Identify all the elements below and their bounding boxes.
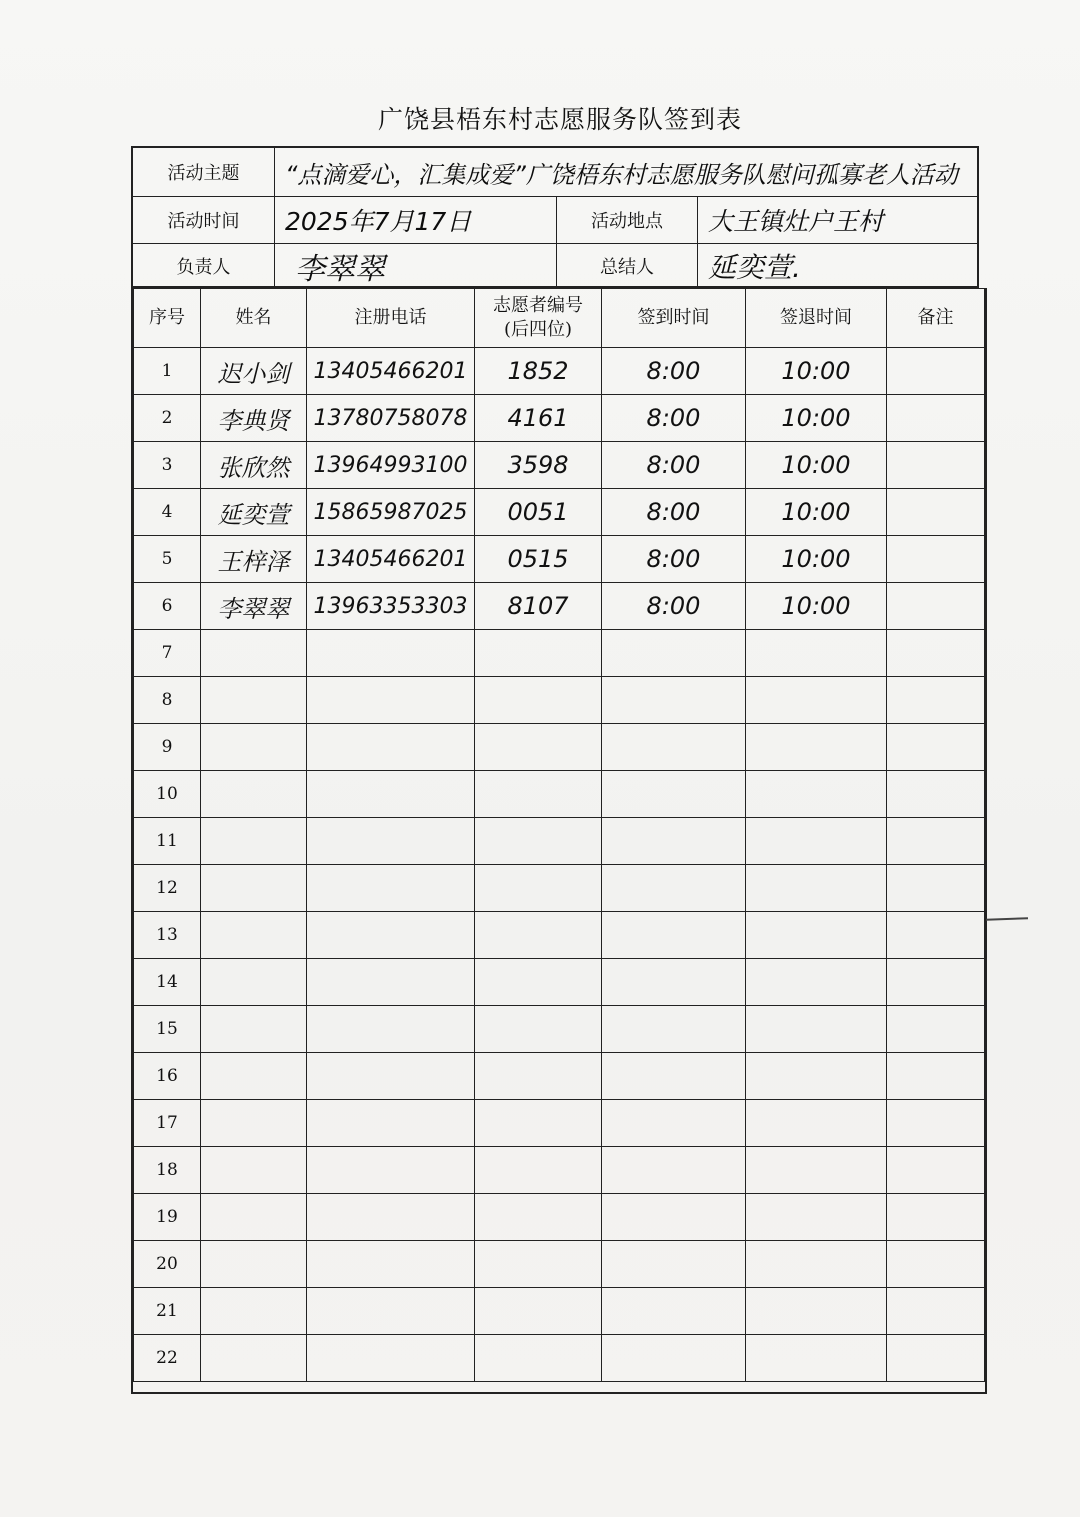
cell-serial: 7 bbox=[134, 630, 201, 677]
cell-name bbox=[201, 771, 307, 818]
cell-remarks bbox=[887, 1053, 985, 1100]
cell-volunteer-id bbox=[475, 1335, 602, 1382]
summary-label: 总结人 bbox=[556, 243, 697, 288]
cell-volunteer-id bbox=[475, 912, 602, 959]
cell-sign-in-time bbox=[602, 1053, 746, 1100]
summary-value: 延奕萱. bbox=[697, 243, 977, 288]
cell-serial: 2 bbox=[134, 395, 201, 442]
cell-name bbox=[201, 1241, 307, 1288]
cell-remarks bbox=[887, 395, 985, 442]
cell-sign-out-time bbox=[746, 959, 887, 1006]
cell-name bbox=[201, 1194, 307, 1241]
table-row bbox=[134, 395, 985, 442]
cell-name bbox=[201, 1288, 307, 1335]
cell-name: 迟小剑 bbox=[201, 348, 307, 395]
table-row bbox=[134, 1335, 985, 1382]
cell-phone bbox=[307, 1147, 475, 1194]
cell-sign-in-time: 8:00 bbox=[602, 348, 746, 395]
cell-sign-in-time: 8:00 bbox=[602, 583, 746, 630]
cell-sign-out-time bbox=[746, 818, 887, 865]
cell-volunteer-id bbox=[475, 959, 602, 1006]
cell-phone bbox=[307, 1006, 475, 1053]
cell-phone: 13964993100 bbox=[307, 442, 475, 489]
cell-volunteer-id bbox=[475, 724, 602, 771]
cell-volunteer-id: 8107 bbox=[475, 583, 602, 630]
cell-serial: 18 bbox=[134, 1147, 201, 1194]
cell-serial: 3 bbox=[134, 442, 201, 489]
cell-phone: 15865987025 bbox=[307, 489, 475, 536]
cell-sign-in-time bbox=[602, 630, 746, 677]
theme-value: “点滴爱心，汇集成爱”广饶梧东村志愿服务队慰问孤寡老人活动 bbox=[274, 148, 977, 196]
cell-sign-out-time: 10:00 bbox=[746, 583, 887, 630]
table-row bbox=[134, 1288, 985, 1335]
cell-serial: 6 bbox=[134, 583, 201, 630]
cell-sign-in-time bbox=[602, 818, 746, 865]
cell-sign-out-time bbox=[746, 865, 887, 912]
cell-phone bbox=[307, 630, 475, 677]
leader-label: 负责人 bbox=[176, 256, 231, 278]
cell-volunteer-id bbox=[475, 1241, 602, 1288]
cell-serial: 21 bbox=[134, 1288, 201, 1335]
cell-sign-in-time bbox=[602, 1100, 746, 1147]
cell-sign-in-time: 8:00 bbox=[602, 489, 746, 536]
cell-phone: 13963353303 bbox=[307, 583, 475, 630]
table-row bbox=[134, 677, 985, 724]
header-volunteer-id-line2: (后四位) bbox=[503, 319, 573, 340]
cell-sign-out-time bbox=[746, 1147, 887, 1194]
cell-phone bbox=[307, 865, 475, 912]
cell-remarks bbox=[887, 1288, 985, 1335]
cell-sign-out-time bbox=[746, 724, 887, 771]
cell-sign-in-time bbox=[602, 865, 746, 912]
cell-remarks bbox=[887, 771, 985, 818]
cell-phone bbox=[307, 1194, 475, 1241]
cell-volunteer-id bbox=[475, 1100, 602, 1147]
cell-name bbox=[201, 1100, 307, 1147]
cell-sign-in-time bbox=[602, 1335, 746, 1382]
cell-phone: 13780758078 bbox=[307, 395, 475, 442]
table-row bbox=[134, 583, 985, 630]
cell-sign-out-time bbox=[746, 630, 887, 677]
cell-remarks bbox=[887, 1100, 985, 1147]
cell-name: 李翠翠 bbox=[201, 583, 307, 630]
table-row bbox=[134, 1241, 985, 1288]
cell-volunteer-id bbox=[475, 677, 602, 724]
cell-phone bbox=[307, 1288, 475, 1335]
cell-remarks bbox=[887, 1006, 985, 1053]
cell-remarks bbox=[887, 959, 985, 1006]
cell-sign-in-time bbox=[602, 677, 746, 724]
leader-row bbox=[133, 243, 977, 288]
cell-name bbox=[201, 1147, 307, 1194]
table-row bbox=[134, 536, 985, 583]
cell-phone: 13405466201 bbox=[307, 348, 475, 395]
cell-remarks bbox=[887, 348, 985, 395]
cell-serial: 15 bbox=[134, 1006, 201, 1053]
header-sign-in-time: 签到时间 bbox=[602, 289, 746, 348]
cell-sign-in-time: 8:00 bbox=[602, 536, 746, 583]
cell-name: 延奕萱 bbox=[201, 489, 307, 536]
cell-remarks bbox=[887, 1241, 985, 1288]
cell-phone: 13405466201 bbox=[307, 536, 475, 583]
cell-phone bbox=[307, 724, 475, 771]
cell-phone bbox=[307, 1100, 475, 1147]
place-value: 大王镇灶户王村 bbox=[697, 196, 977, 243]
cell-sign-in-time bbox=[602, 959, 746, 1006]
cell-serial: 1 bbox=[134, 348, 201, 395]
cell-phone bbox=[307, 677, 475, 724]
cell-phone bbox=[307, 1335, 475, 1382]
cell-volunteer-id: 4161 bbox=[475, 395, 602, 442]
cell-serial: 20 bbox=[134, 1241, 201, 1288]
cell-sign-out-time: 10:00 bbox=[746, 489, 887, 536]
table-row bbox=[134, 865, 985, 912]
cell-phone bbox=[307, 1241, 475, 1288]
cell-volunteer-id bbox=[475, 771, 602, 818]
cell-sign-out-time bbox=[746, 771, 887, 818]
theme-row bbox=[133, 148, 977, 197]
cell-sign-out-time: 10:00 bbox=[746, 442, 887, 489]
cell-sign-in-time bbox=[602, 1288, 746, 1335]
place-label: 活动地点 bbox=[556, 196, 697, 243]
cell-remarks bbox=[887, 630, 985, 677]
cell-remarks bbox=[887, 583, 985, 630]
cell-volunteer-id: 0051 bbox=[475, 489, 602, 536]
cell-name bbox=[201, 724, 307, 771]
cell-volunteer-id bbox=[475, 818, 602, 865]
cell-serial: 9 bbox=[134, 724, 201, 771]
cell-remarks bbox=[887, 1147, 985, 1194]
cell-name bbox=[201, 818, 307, 865]
cell-volunteer-id: 1852 bbox=[475, 348, 602, 395]
sign-in-table bbox=[131, 288, 987, 1394]
cell-name: 张欣然 bbox=[201, 442, 307, 489]
cell-sign-in-time bbox=[602, 1194, 746, 1241]
cell-sign-in-time bbox=[602, 912, 746, 959]
cell-phone bbox=[307, 818, 475, 865]
cell-phone bbox=[307, 959, 475, 1006]
cell-sign-out-time bbox=[746, 1335, 887, 1382]
cell-remarks bbox=[887, 1194, 985, 1241]
cell-remarks bbox=[887, 912, 985, 959]
cell-name bbox=[201, 1335, 307, 1382]
cell-serial: 10 bbox=[134, 771, 201, 818]
cell-serial: 14 bbox=[134, 959, 201, 1006]
cell-sign-out-time bbox=[746, 677, 887, 724]
header-phone: 注册电话 bbox=[307, 289, 475, 348]
cell-remarks bbox=[887, 536, 985, 583]
activity-info-table bbox=[131, 146, 979, 288]
cell-serial: 17 bbox=[134, 1100, 201, 1147]
cell-remarks bbox=[887, 677, 985, 724]
table-row bbox=[134, 1100, 985, 1147]
cell-name bbox=[201, 959, 307, 1006]
header-serial: 序号 bbox=[134, 289, 201, 348]
cell-sign-out-time bbox=[746, 912, 887, 959]
table-row bbox=[134, 442, 985, 489]
header-remarks: 备注 bbox=[887, 289, 985, 348]
table-row bbox=[134, 489, 985, 536]
table-row bbox=[134, 630, 985, 677]
cell-name bbox=[201, 1053, 307, 1100]
table-row bbox=[134, 1053, 985, 1100]
cell-volunteer-id bbox=[475, 630, 602, 677]
cell-sign-out-time bbox=[746, 1194, 887, 1241]
cell-volunteer-id bbox=[475, 1006, 602, 1053]
cell-serial: 12 bbox=[134, 865, 201, 912]
table-row bbox=[134, 1147, 985, 1194]
cell-serial: 13 bbox=[134, 912, 201, 959]
cell-sign-out-time bbox=[746, 1100, 887, 1147]
cell-remarks bbox=[887, 724, 985, 771]
cell-sign-out-time bbox=[746, 1006, 887, 1053]
cell-phone bbox=[307, 771, 475, 818]
header-volunteer-id bbox=[475, 289, 602, 348]
cell-volunteer-id bbox=[475, 1288, 602, 1335]
cell-phone bbox=[307, 1053, 475, 1100]
cell-sign-out-time bbox=[746, 1053, 887, 1100]
cell-name bbox=[201, 912, 307, 959]
cell-volunteer-id bbox=[475, 1194, 602, 1241]
cell-remarks bbox=[887, 865, 985, 912]
cell-serial: 19 bbox=[134, 1194, 201, 1241]
table-row bbox=[134, 348, 985, 395]
cell-serial: 11 bbox=[134, 818, 201, 865]
leader-value: 李翠翠 bbox=[274, 243, 556, 288]
cell-serial: 4 bbox=[134, 489, 201, 536]
page-title: 广饶县梧东村志愿服务队签到表 bbox=[377, 105, 742, 134]
cell-name bbox=[201, 865, 307, 912]
cell-serial: 22 bbox=[134, 1335, 201, 1382]
cell-sign-in-time: 8:00 bbox=[602, 442, 746, 489]
stray-pen-mark bbox=[986, 917, 1028, 920]
table-header-row bbox=[134, 289, 985, 348]
header-sign-out-time: 签退时间 bbox=[746, 289, 887, 348]
cell-remarks bbox=[887, 489, 985, 536]
table-row bbox=[134, 818, 985, 865]
cell-serial: 5 bbox=[134, 536, 201, 583]
cell-remarks bbox=[887, 818, 985, 865]
table-row bbox=[134, 959, 985, 1006]
cell-sign-out-time bbox=[746, 1288, 887, 1335]
time-place-row bbox=[133, 196, 977, 244]
cell-name: 李典贤 bbox=[201, 395, 307, 442]
table-row bbox=[134, 1194, 985, 1241]
header-name: 姓名 bbox=[201, 289, 307, 348]
cell-sign-in-time: 8:00 bbox=[602, 395, 746, 442]
header-volunteer-id-line1: 志愿者编号 bbox=[493, 295, 583, 316]
table-row bbox=[134, 912, 985, 959]
cell-name: 王梓泽 bbox=[201, 536, 307, 583]
cell-phone bbox=[307, 912, 475, 959]
cell-name bbox=[201, 677, 307, 724]
cell-remarks bbox=[887, 442, 985, 489]
cell-sign-in-time bbox=[602, 1147, 746, 1194]
cell-sign-in-time bbox=[602, 724, 746, 771]
cell-volunteer-id bbox=[475, 1147, 602, 1194]
table-row bbox=[134, 724, 985, 771]
cell-remarks bbox=[887, 1335, 985, 1382]
cell-volunteer-id: 0515 bbox=[475, 536, 602, 583]
cell-sign-in-time bbox=[602, 1241, 746, 1288]
cell-serial: 16 bbox=[134, 1053, 201, 1100]
theme-label: 活动主题 bbox=[167, 163, 240, 184]
cell-serial: 8 bbox=[134, 677, 201, 724]
time-value: 2025年7月17日 bbox=[274, 196, 556, 243]
cell-volunteer-id bbox=[475, 865, 602, 912]
cell-volunteer-id: 3598 bbox=[475, 442, 602, 489]
cell-sign-out-time: 10:00 bbox=[746, 536, 887, 583]
cell-sign-in-time bbox=[602, 1006, 746, 1053]
cell-sign-out-time: 10:00 bbox=[746, 348, 887, 395]
cell-sign-out-time: 10:00 bbox=[746, 395, 887, 442]
cell-sign-in-time bbox=[602, 771, 746, 818]
time-label: 活动时间 bbox=[167, 210, 240, 232]
cell-sign-out-time bbox=[746, 1241, 887, 1288]
cell-name bbox=[201, 1006, 307, 1053]
cell-name bbox=[201, 630, 307, 677]
table-row bbox=[134, 771, 985, 818]
cell-volunteer-id bbox=[475, 1053, 602, 1100]
table-row bbox=[134, 1006, 985, 1053]
